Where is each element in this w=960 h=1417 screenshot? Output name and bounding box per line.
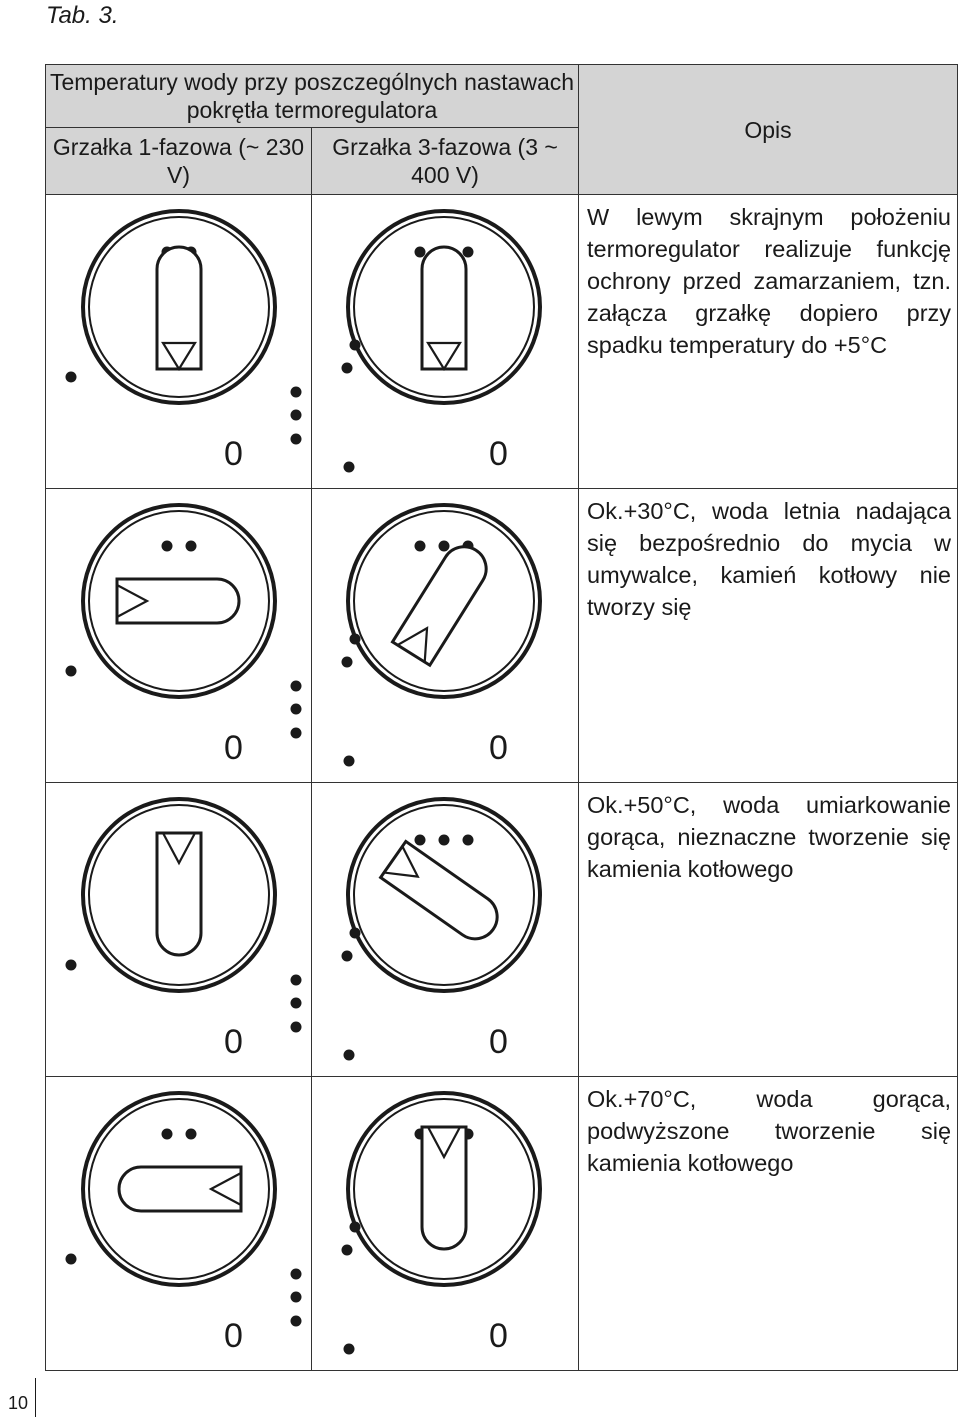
description-text: W lewym skrajnym położeniu termoregulator realizuje funkcję ochrony przed zamarzaniem, tzn. załącza grzałkę dopiero przy spadku temperatury do +5°C — [587, 204, 952, 358]
description-row-1 — [579, 195, 958, 489]
page-divider — [35, 1378, 36, 1417]
knob-cell-3f — [312, 1077, 579, 1371]
knob-pointer — [392, 538, 494, 665]
knob-cell-3f — [312, 195, 579, 489]
header-three-phase: Grzałka 3-fazowa (3 ~ 400 V) — [312, 128, 579, 195]
scale-dot — [291, 410, 302, 421]
thermostat-knob-1f — [46, 195, 312, 488]
header-single-phase: Grzałka 1-fazowa (~ 230 V) — [46, 128, 312, 195]
scale-dot — [291, 998, 302, 1009]
scale-dot — [291, 434, 302, 445]
thermostat-knob-1f — [46, 1077, 312, 1370]
pointer-body — [157, 833, 201, 955]
zero-label: 0 — [489, 729, 508, 767]
knob-pointer — [157, 247, 201, 369]
header-description: Opis — [579, 65, 958, 195]
description-text: Ok.+50°C, woda umiarkowanie gorąca, nieznaczne tworzenie się kamienia kotłowego — [587, 792, 952, 882]
scale-dot — [350, 340, 361, 351]
page-number: 10 — [8, 1393, 29, 1413]
scale-dot — [344, 462, 355, 473]
zero-label: 0 — [224, 1317, 243, 1355]
scale-dot — [291, 1022, 302, 1033]
scale-dot — [291, 975, 302, 986]
knob-cell-1f — [46, 783, 312, 1077]
knob-pointer — [422, 247, 466, 369]
knob-pointer — [117, 579, 239, 623]
scale-dot — [291, 681, 302, 692]
thermostat-knob-3f — [312, 1077, 578, 1370]
scale-dot — [439, 541, 450, 552]
knob-pointer — [119, 1167, 241, 1211]
description-row-4 — [579, 1077, 958, 1371]
thermostat-knob-3f — [312, 195, 578, 488]
scale-dot — [415, 541, 426, 552]
knob-pointer — [381, 841, 506, 947]
knob-pointer — [422, 1127, 466, 1249]
scale-dot — [342, 363, 353, 374]
scale-dot — [291, 728, 302, 739]
scale-dot — [415, 835, 426, 846]
scale-dot — [342, 657, 353, 668]
scale-dot — [66, 960, 77, 971]
knob-cell-3f — [312, 489, 579, 783]
pointer-body — [422, 247, 466, 369]
knob-cell-1f — [46, 195, 312, 489]
zero-label: 0 — [224, 1023, 243, 1061]
pointer-body — [422, 1127, 466, 1249]
pointer-body — [392, 538, 494, 665]
pointer-body — [157, 247, 201, 369]
zero-label: 0 — [224, 435, 243, 473]
scale-dot — [344, 1050, 355, 1061]
scale-dot — [66, 372, 77, 383]
scale-dot — [342, 951, 353, 962]
scale-dot — [291, 1316, 302, 1327]
knob-cell-1f — [46, 489, 312, 783]
scale-dot — [350, 634, 361, 645]
scale-dot — [439, 835, 450, 846]
scale-dot — [162, 541, 173, 552]
scale-dot — [415, 247, 426, 258]
scale-dot — [342, 1245, 353, 1256]
scale-dot — [66, 1254, 77, 1265]
scale-dot — [162, 1129, 173, 1140]
scale-dot — [350, 1222, 361, 1233]
zero-label: 0 — [489, 1317, 508, 1355]
zero-label: 0 — [489, 435, 508, 473]
scale-dot — [463, 247, 474, 258]
description-row-2 — [579, 489, 958, 783]
scale-dot — [186, 541, 197, 552]
scale-dot — [344, 756, 355, 767]
thermostat-knob-3f — [312, 489, 578, 782]
scale-dot — [344, 1344, 355, 1355]
scale-dot — [291, 1269, 302, 1280]
description-row-3 — [579, 783, 958, 1077]
scale-dot — [291, 704, 302, 715]
thermostat-knob-1f — [46, 489, 312, 782]
scale-dot — [291, 387, 302, 398]
scale-dot — [186, 1129, 197, 1140]
scale-dot — [66, 666, 77, 677]
pointer-body — [381, 841, 506, 947]
knob-cell-3f — [312, 783, 579, 1077]
pointer-body — [117, 579, 239, 623]
scale-dot — [463, 835, 474, 846]
header-main: Temperatury wody przy poszczególnych nastawach pokrętła termoregulatora — [46, 65, 579, 128]
table-label: Tab. 3. — [46, 2, 119, 29]
scale-dot — [291, 1292, 302, 1303]
knob-pointer — [157, 833, 201, 955]
thermostat-settings-table — [45, 64, 958, 1371]
thermostat-knob-3f — [312, 783, 578, 1076]
description-text: Ok.+30°C, woda letnia nadająca się bezpośrednio do mycia w umywalce, kamień kotłowy nie tworzy się — [587, 498, 952, 620]
scale-dot — [350, 928, 361, 939]
zero-label: 0 — [224, 729, 243, 767]
pointer-body — [119, 1167, 241, 1211]
knob-cell-1f — [46, 1077, 312, 1371]
description-text: Ok.+70°C, woda gorąca, podwyższone tworzenie się kamienia kotłowego — [587, 1086, 952, 1176]
zero-label: 0 — [489, 1023, 508, 1061]
thermostat-knob-1f — [46, 783, 312, 1076]
